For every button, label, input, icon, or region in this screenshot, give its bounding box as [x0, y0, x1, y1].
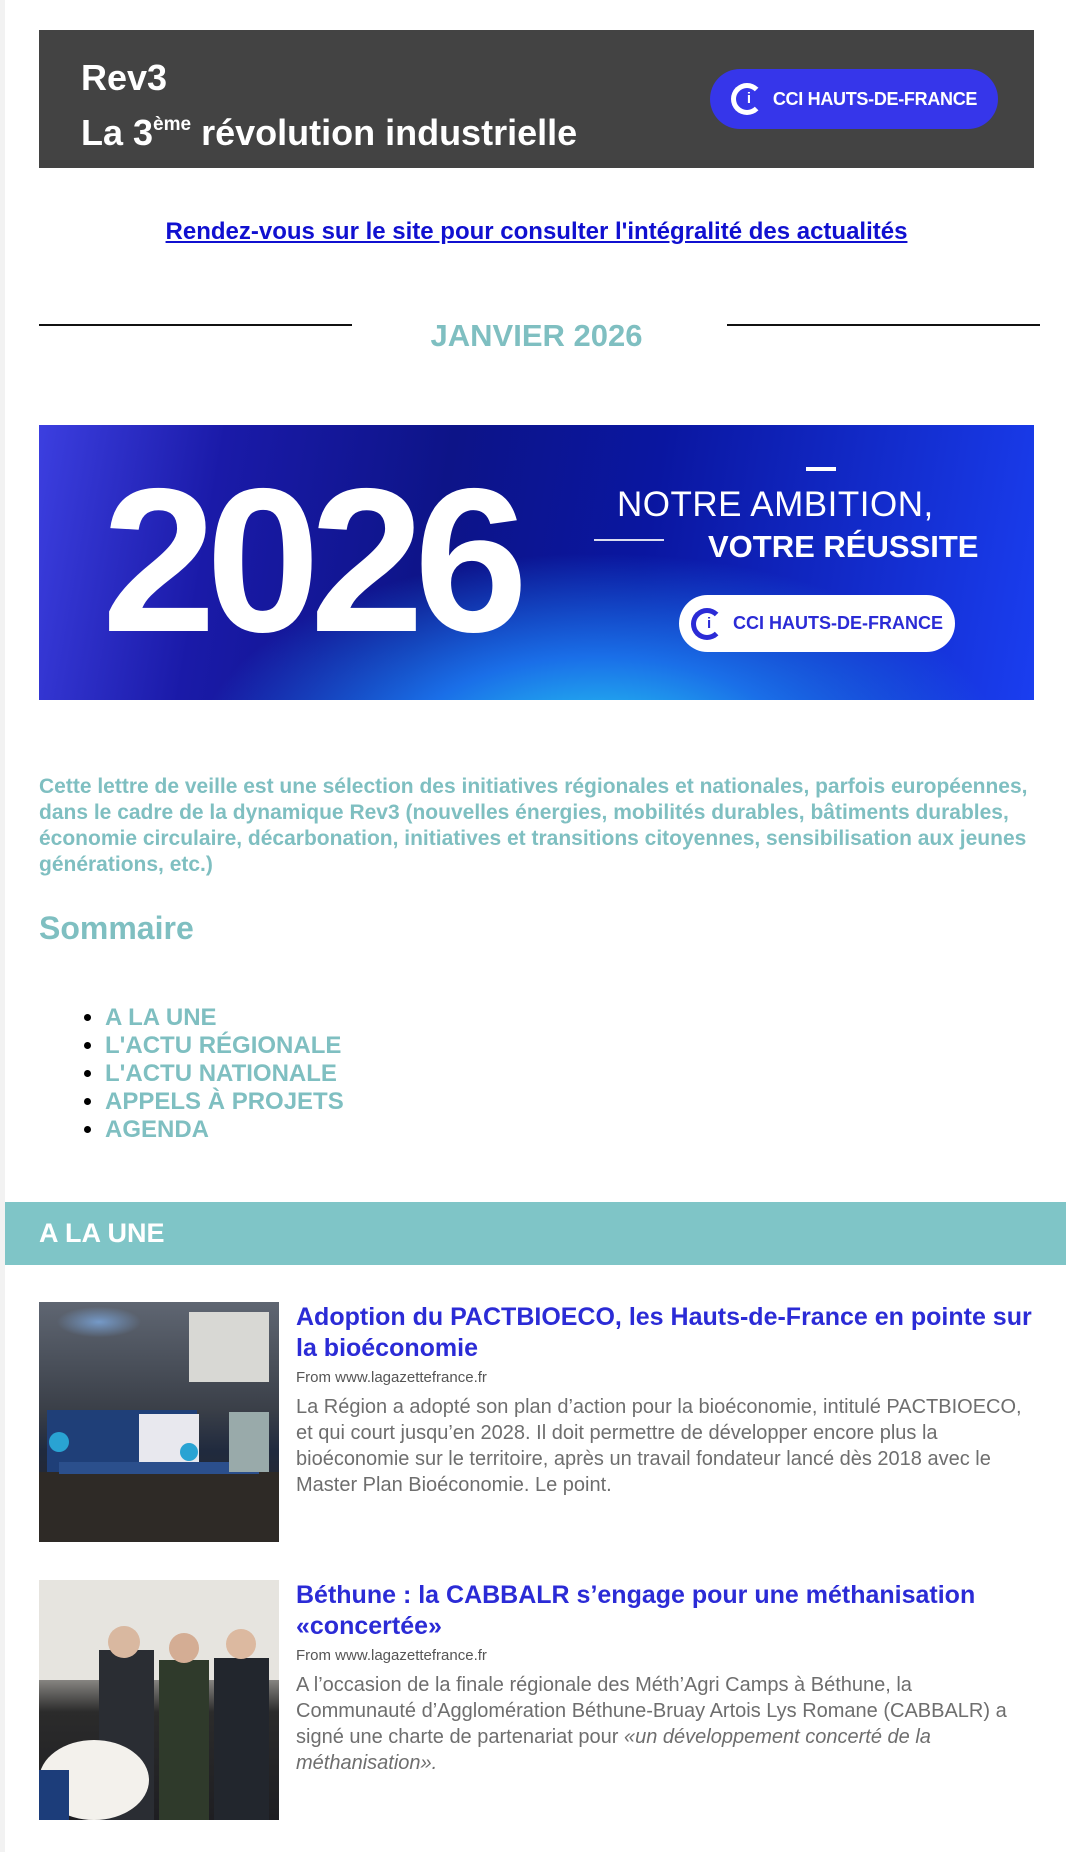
sommaire-title: Sommaire — [39, 910, 194, 946]
intro-text: Cette lettre de veille est une sélection des initiatives régionales et nationales, parfois européennes, dans le cadre de la dynamique Rev3 (nouvelles énergies, mobilités durables, bâtiments durables, économie circulaire, décarbonation, initiatives et transitions citoyennes, sensibilisation aux jeunes générations, etc.) — [39, 775, 1028, 876]
article-body: La Région a adopté son plan d’action pour la bioéconomie, intitulé PACTBIOECO, et qui court jusqu’en 2028. Il doit permettre de développer encore plus la bioéconomie sur le territoire, après un travail fondateur lancé dès 2018 avec le Master Plan Bioéconomie. Le point. — [296, 1396, 1022, 1496]
article-source: From www.lagazettefrance.fr — [296, 1369, 487, 1386]
sommaire-list — [39, 1004, 344, 1144]
cci-logo-pill — [710, 69, 998, 129]
section-header-a-la-une: A LA UNE — [5, 1202, 1066, 1265]
article-body-quote: «un développement concerté de la méthanisation». — [296, 1726, 931, 1774]
header-title-line1: Rev3 — [81, 57, 168, 98]
header-title-line2: La 3ème révolution industrielle — [81, 112, 578, 153]
signing-photo-icon — [39, 1580, 279, 1820]
site-link[interactable]: Rendez-vous sur le site pour consulter l'intégralité des actualités — [165, 218, 908, 245]
article-text — [296, 1580, 1036, 1776]
article-thumbnail[interactable] — [39, 1580, 279, 1820]
article-text — [296, 1302, 1036, 1498]
newsletter-page — [5, 0, 1066, 1852]
hero-line1: NOTRE AMBITION, — [617, 485, 934, 524]
toc-item[interactable]: • L'ACTU RÉGIONALE — [105, 1032, 344, 1060]
article-title[interactable]: Béthune : la CABBALR s’engage pour une méthanisation «concertée» — [296, 1581, 976, 1640]
cci-logo-icon: i — [731, 83, 763, 115]
hero-banner[interactable] — [39, 425, 1034, 700]
hero-dash — [806, 467, 836, 471]
toc-item[interactable]: • AGENDA — [105, 1116, 344, 1144]
cci-logo-text: CCI HAUTS-DE-FRANCE — [772, 88, 978, 109]
header-title — [81, 54, 577, 156]
toc-item[interactable]: • APPELS À PROJETS — [105, 1088, 344, 1116]
cci-logo-icon: i — [691, 608, 723, 640]
hero-year: 2026 — [102, 446, 519, 675]
hero-rule — [594, 539, 664, 541]
hero-logo-text: CCI HAUTS-DE-FRANCE — [733, 613, 943, 633]
toc-item[interactable]: • L'ACTU NATIONALE — [105, 1060, 344, 1088]
hero-cci-pill — [679, 595, 955, 652]
toc-item[interactable]: • A LA UNE — [105, 1004, 344, 1032]
article-title[interactable]: Adoption du PACTBIOECO, les Hauts-de-France en pointe sur la bioéconomie — [296, 1303, 1032, 1362]
month-title: JANVIER 2026 — [430, 318, 643, 353]
article-source: From www.lagazettefrance.fr — [296, 1647, 487, 1664]
article-thumbnail[interactable] — [39, 1302, 279, 1542]
hero-line2: VOTRE RÉUSSITE — [708, 529, 979, 564]
conference-photo-icon — [39, 1302, 279, 1542]
article-body: A l’occasion de la finale régionale des Méth’Agri Camps à Béthune, la Communauté d’Agglomération Béthune-Bruay Artois Lys Romane (CABBALR) a signé une charte de partenariat pour «un développement concerté de la méthanisation». — [296, 1674, 1007, 1774]
header-banner[interactable] — [39, 30, 1034, 168]
